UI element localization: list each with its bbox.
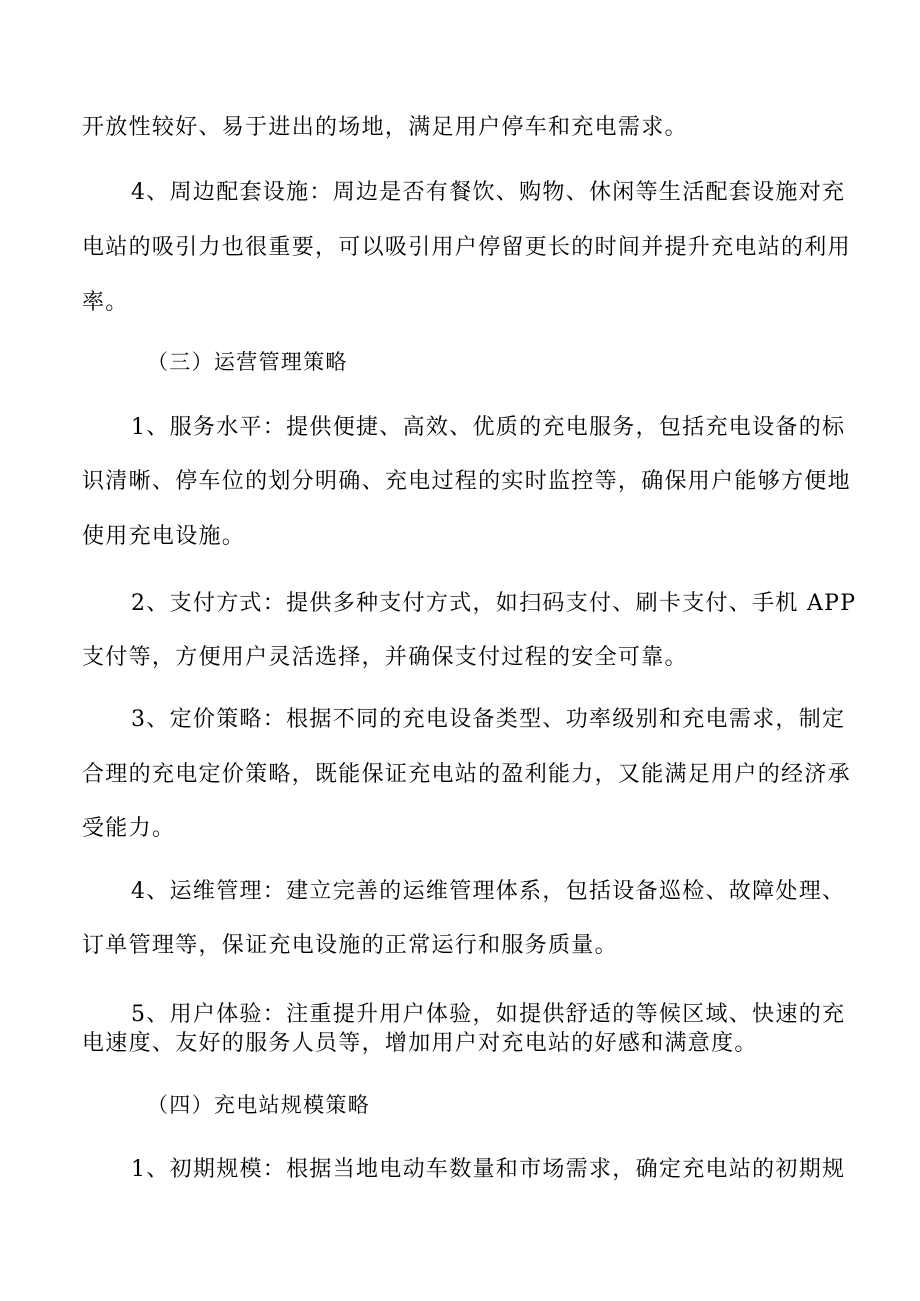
paragraph-line: 4、周边配套设施：周边是否有餐饮、购物、休闲等生活配套设施对充 xyxy=(131,180,846,205)
paragraph-line: 合理的充电定价策略，既能保证充电站的盈利能力，又能满足用户的经济承 xyxy=(82,762,851,787)
paragraph-line: 1、服务水平：提供便捷、高效、优质的充电服务，包括充电设备的标 xyxy=(131,415,846,440)
paragraph-line: 识清晰、停车位的划分明确、充电过程的实时监控等，确保用户能够方便地 xyxy=(82,469,851,494)
section-heading: （三）运营管理策略 xyxy=(147,350,348,374)
paragraph-line: 订单管理等，保证充电设施的正常运行和服务质量。 xyxy=(82,933,618,958)
paragraph-line: 受能力。 xyxy=(82,816,176,841)
paragraph-line: 电速度、友好的服务人员等，增加用户对充电站的好感和满意度。 xyxy=(82,1031,758,1056)
paragraph-line: 支付等，方便用户灵活选择，并确保支付过程的安全可靠。 xyxy=(82,645,688,670)
paragraph-line: 4、运维管理：建立完善的运维管理体系，包括设备巡检、故障处理、 xyxy=(131,879,846,904)
paragraph-line: 电站的吸引力也很重要，可以吸引用户停留更长的时间并提升充电站的利用 xyxy=(82,235,851,260)
paragraph-line: 使用充电设施。 xyxy=(82,524,246,549)
paragraph-line: 1、初期规模：根据当地电动车数量和市场需求，确定充电站的初期规 xyxy=(131,1157,846,1182)
paragraph-line: 3、定价策略：根据不同的充电设备类型、功率级别和充电需求，制定 xyxy=(131,707,846,732)
paragraph-line: 率。 xyxy=(82,290,129,315)
paragraph-line: 2、支付方式：提供多种支付方式，如扫码支付、刷卡支付、手机 APP xyxy=(131,591,857,616)
paragraph-line: 5、用户体验：注重提升用户体验，如提供舒适的等候区域、快速的充 xyxy=(131,1002,846,1027)
paragraph-line: 开放性较好、易于进出的场地，满足用户停车和充电需求。 xyxy=(82,115,688,140)
section-heading: （四）充电站规模策略 xyxy=(147,1093,370,1117)
